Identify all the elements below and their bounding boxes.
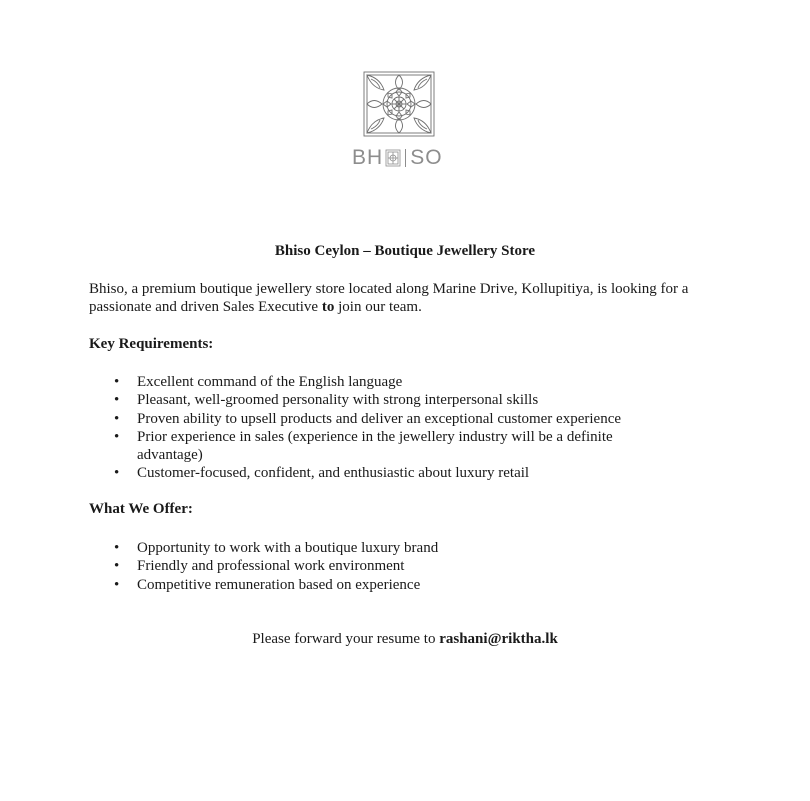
mandala-mini-icon [385,149,401,167]
requirements-list [89,373,729,483]
list-item-text: Excellent command of the English language [137,374,403,390]
wordmark-right: SO [410,146,443,169]
list-item [89,410,729,428]
list-item-text: Prior experience in sales (experience in the jewellery industry will be a definite advantage) [137,428,613,464]
list-item [89,576,729,594]
page-title: Bhiso Ceylon – Boutique Jewellery Store [274,243,536,259]
list-item-text: Proven ability to upsell products and deliver an exceptional customer experience [137,410,622,427]
bullet: • [114,576,120,593]
requirements-heading: Key Requirements: [89,336,214,352]
offer-heading: What We Offer: [89,501,193,517]
list-item-text: Customer-focused, confident, and enthusiastic about luxury retail [137,465,530,482]
list-item [89,557,729,575]
offer-list [89,539,729,594]
list-item-text: Friendly and professional work environment [137,558,405,575]
bullet: • [114,465,120,482]
list-item-text: Competitive remuneration based on experience [137,576,421,593]
list-item [89,464,729,482]
list-item [89,539,729,557]
bullet: • [114,392,120,409]
list-item-text: Pleasant, well-groomed personality with strong interpersonal skills [137,392,539,409]
wordmark-left: BH [352,146,384,169]
contact-email[interactable]: rashani@riktha.lk [439,631,558,647]
brand-wordmark [352,146,450,170]
wordmark-divider [405,149,406,167]
bullet: • [114,540,120,556]
bullet: • [114,558,120,575]
intro-text-2: join our team. [334,299,422,315]
bullet: • [114,410,120,427]
closing-text: Please forward your resume to [252,631,440,647]
list-item [89,391,729,409]
intro-paragraph [89,280,719,316]
list-item-text: Opportunity to work with a boutique luxury brand [137,540,439,556]
intro-text-1: Bhiso, a premium boutique jewellery store located along Marine Drive, Kollupitiya, is looking for a passionate and driven Sales Executive [89,281,689,315]
closing-line [0,631,810,648]
list-item [89,428,729,465]
bullet: • [114,374,120,390]
bullet: • [114,428,120,445]
lotus-mandala-logo-icon [362,70,436,138]
intro-bold-word: to [321,299,335,315]
list-item [89,373,729,391]
